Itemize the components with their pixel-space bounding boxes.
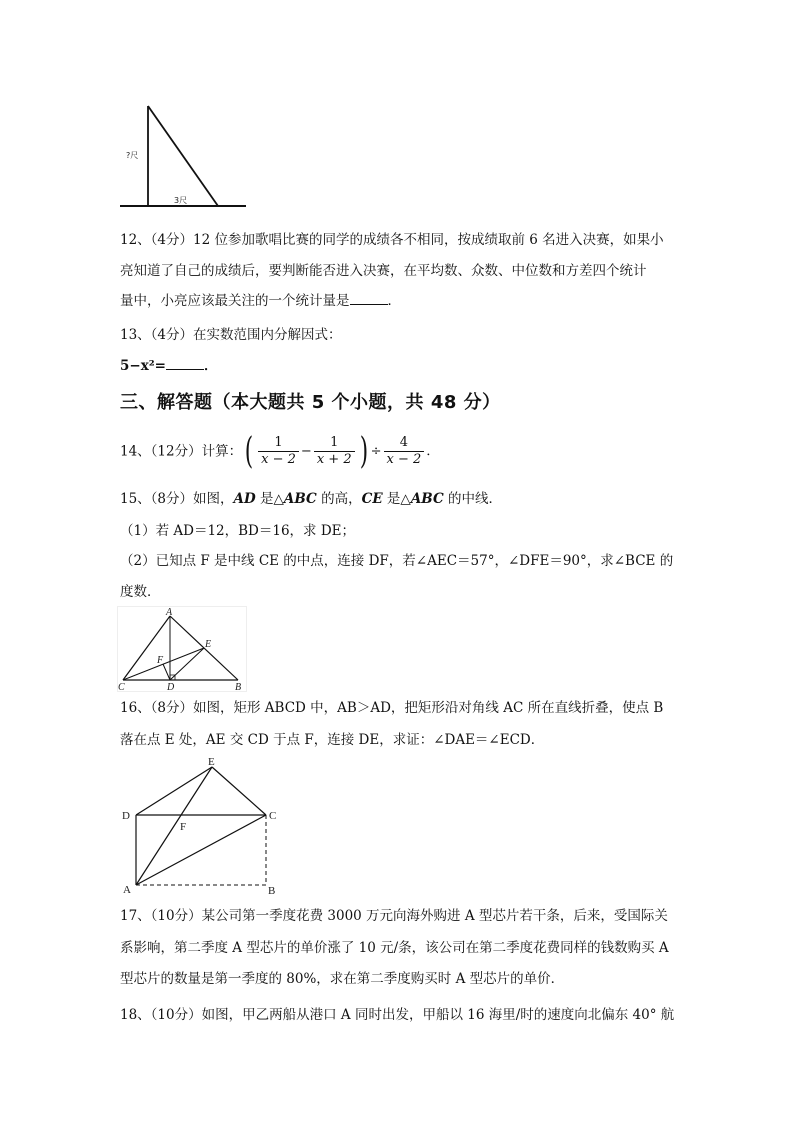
ladder-line: [148, 106, 218, 206]
q13-line1: 13、（4分）在实数范围内分解因式：: [120, 327, 342, 343]
q15-p2: 是△: [255, 491, 284, 507]
q16-line2: 落在点 E 处，AE 交 CD 于点 F，连接 DE，求证：∠DAE＝∠ECD．: [120, 732, 545, 748]
right-paren-glyph: ): [359, 430, 368, 472]
q14-f1-den: x − 2: [261, 452, 296, 467]
q12-answer-blank: [350, 291, 388, 305]
ladder-left-label: ?尺: [126, 151, 139, 160]
q15-p1: 15、（8分）如图，: [120, 491, 234, 507]
segment-ac: [136, 815, 266, 885]
segment-ae: [136, 767, 212, 885]
q15-sub2-end: 度数．: [120, 584, 161, 600]
label-a: A: [166, 607, 173, 618]
q15-p3: 的高，: [316, 491, 362, 507]
figure-border: [118, 607, 247, 692]
label-f: F: [157, 655, 164, 666]
q15-p5: 的中线．: [443, 491, 503, 507]
segment-df: [163, 664, 170, 680]
rectangle-fold-figure: [118, 755, 288, 897]
segment-de: [136, 767, 212, 815]
q14-prefix: 14、（12分）计算：: [120, 443, 243, 460]
q13-expr-line: [120, 356, 680, 376]
label-d: D: [167, 682, 175, 692]
q14-line: [120, 430, 680, 472]
q14-divide: ÷: [370, 443, 382, 459]
q14-f1-num: 1: [258, 435, 299, 452]
segment-ec: [212, 767, 266, 815]
q12-line1: 12、（4分）12 位参加歌唱比赛的同学的成绩各不相同，按成绩取前 6 名进入决赛，如果小: [120, 232, 664, 248]
label-e: E: [208, 756, 215, 768]
q15-sub1: （1）若 AD＝12，BD＝16，求 DE；: [120, 523, 356, 539]
ladder-figure: [118, 100, 248, 212]
q15-sub2: （2）已知点 F 是中线 CE 的中点，连接 DF，若∠AEC＝57°，∠DFE＝90°，求∠BCE 的: [120, 553, 674, 569]
label-e: E: [205, 639, 212, 650]
label-c: C: [118, 682, 125, 692]
q15-ce: CE: [361, 491, 383, 507]
q14-end: ．: [426, 443, 440, 459]
q16-line1: 16、（8分）如图，矩形 ABCD 中，AB＞AD，把矩形沿对角线 AC 所在直线折叠，使点 B: [120, 700, 664, 716]
label-b: B: [235, 682, 242, 692]
left-paren-glyph: (: [244, 430, 254, 472]
q17-line1: 17、（10分）某公司第一季度花费 3000 万元向海外购进 A 型芯片若干条，后来，受国际关: [120, 908, 668, 924]
triangle-abc-figure: [117, 606, 247, 692]
label-c: C: [269, 810, 277, 822]
label-a: A: [123, 884, 131, 896]
q18-line1: 18、（10分）如图，甲乙两船从港口 A 同时出发，甲船以 16 海里/时的速度向北偏东 40° 航: [120, 1007, 675, 1023]
q12-line3-text: 量中，小亮应该最关注的一个统计量是: [120, 293, 350, 309]
q14-fraction-3: [384, 435, 425, 468]
q14-f2-den: x + 2: [316, 452, 352, 467]
q13-expr: 5−x²=: [120, 358, 166, 374]
q17-line3: 型芯片的数量是第一季度的 80%，求在第二季度购买时 A 型芯片的单价．: [120, 971, 565, 987]
label-f: F: [180, 821, 187, 833]
q14-minus: −: [300, 443, 312, 459]
label-d: D: [122, 810, 130, 822]
q15-abc1: ABC: [283, 491, 317, 507]
q13-answer-blank: [166, 356, 204, 370]
q17-line2: 系影响，第二季度 A 型芯片的单价涨了 10 元/条，该公司在第二季度花费同样的钱数购买 A: [120, 940, 669, 956]
q14-fraction-1: [258, 435, 299, 468]
q14-f3-den: x − 2: [386, 452, 422, 467]
q14-fraction-2: [314, 435, 355, 468]
q12-line3: [120, 291, 680, 311]
q14-f3-num: 4: [384, 435, 425, 452]
q14-f2-num: 1: [314, 435, 355, 452]
q15-abc2: ABC: [410, 491, 444, 507]
q15-p4: 是△: [382, 491, 411, 507]
label-b: B: [268, 885, 276, 897]
q15-line1: [120, 489, 680, 509]
ladder-bottom-label: 3尺: [174, 196, 188, 205]
q13-expr-end: ．: [203, 358, 218, 374]
q12-line3-end: ．: [387, 293, 401, 309]
q15-ad: AD: [233, 491, 256, 507]
section3-heading: 三、解答题（本大题共 5 个小题，共 48 分）: [120, 392, 501, 413]
q12-line2: 亮知道了自己的成绩后，要判断能否进入决赛，在平均数、众数、中位数和方差四个统计: [120, 263, 647, 279]
